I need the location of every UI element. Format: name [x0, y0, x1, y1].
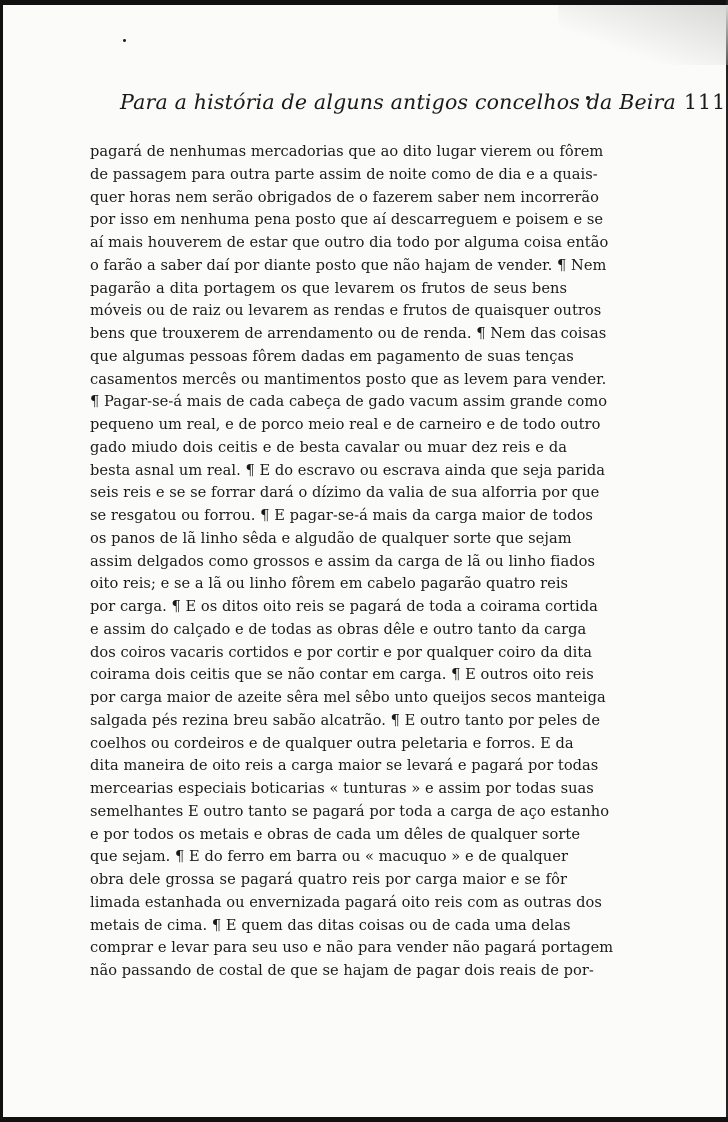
text-line: coirama dois ceitis que se não contar em carga. ¶ E outros oito reis: [90, 666, 594, 684]
text-line: pagará de nenhumas mercadorias que ao dito lugar vierem ou fôrem: [90, 143, 604, 160]
text-line: se resgatou ou forrou. ¶ E pagar-se-á mais da carga maior de todos: [90, 507, 593, 524]
ink-speck: [123, 39, 126, 42]
paper-smudge: [558, 5, 728, 65]
page-number: 111: [683, 90, 727, 114]
text-line: casamentos mercês ou mantimentos posto que as levem para vender.: [90, 370, 607, 388]
scan-border-bottom: [0, 1117, 728, 1122]
text-line: semelhantes E outro tanto se pagará por toda a carga de aço estanho: [90, 802, 610, 820]
body-text: [90, 141, 614, 983]
text-line: móveis ou de raiz ou levarem as rendas e frutos de quaisquer outros: [90, 302, 602, 320]
text-line: pagarão a dita portagem os que levarem os frutos de seus bens: [90, 279, 567, 297]
running-header: [120, 88, 727, 116]
text-line: bens que trouxerem de arrendamento ou de renda. ¶ Nem das coisas: [90, 325, 607, 342]
text-line: comprar e levar para seu uso e não para vender não pagará portagem: [90, 939, 614, 957]
text-line: metais de cima. ¶ E quem das ditas coisas ou de cada uma delas: [90, 916, 571, 934]
text-line: dos coiros vacaris cortidos e por cortir e por qualquer coiro da dita: [90, 643, 593, 661]
text-line: por carga maior de azeite sêra mel sêbo unto queijos secos manteiga: [90, 689, 606, 706]
text-line: seis reis e se se forrar dará o dízimo da valia de sua alforria por que: [90, 484, 600, 502]
text-line: mercearias especiais boticarias « tunturas » e assim por todas suas: [90, 780, 594, 797]
text-line: coelhos ou cordeiros e de qualquer outra peletaria e forros. E da: [90, 734, 574, 752]
text-line: besta asnal um real. ¶ E do escravo ou escrava ainda que seja parida: [90, 461, 605, 479]
text-line: por isso em nenhuma pena posto que aí descarreguem e poisem e se: [90, 211, 604, 229]
text-line: e por todos os metais e obras de cada um dêles de qualquer sorte: [90, 825, 581, 843]
text-line: não passando de costal de que se hajam de pagar dois reais de por-: [90, 962, 594, 979]
text-line: e assim do calçado e de todas as obras dêle e outro tanto da carga: [90, 620, 587, 638]
text-line: salgada pés rezina breu sabão alcatrão. ¶ E outro tanto por peles de: [90, 711, 601, 729]
text-line: que algumas pessoas fôrem dadas em pagamento de suas tenças: [90, 347, 574, 365]
scan-border-left: [0, 0, 3, 1122]
text-line: de passagem para outra parte assim de noite como de dia e a quais-: [90, 165, 598, 183]
text-line: por carga. ¶ E os ditos oito reis se pagará de toda a coirama cortida: [90, 598, 598, 615]
text-line: o farão a saber daí por diante posto que não hajam de vender. ¶ Nem: [90, 256, 607, 274]
text-line: pequeno um real, e de porco meio real e de carneiro e de todo outro: [90, 416, 601, 433]
text-line: que sejam. ¶ E do ferro em barra ou « macuquo » e de qualquer: [90, 848, 568, 866]
running-title: Para a história de alguns antigos concelhos da Beira: [120, 90, 676, 114]
text-line: gado miudo dois ceitis e de besta cavalar ou muar dez reis e da: [90, 438, 567, 456]
text-line: aí mais houverem de estar que outro dia todo por alguma coisa então: [90, 234, 609, 251]
text-line: assim delgados como grossos e assim da carga de lã ou linho fiados: [90, 552, 595, 570]
text-line: oito reis; e se a lã ou linho fôrem em cabelo pagarão quatro reis: [90, 575, 569, 593]
text-line: ¶ Pagar-se-á mais de cada cabeça de gado vacum assim grande como: [90, 393, 608, 411]
text-line: os panos de lã linho sêda e algudão de qualquer sorte que sejam: [90, 529, 572, 547]
text-line: dita maneira de oito reis a carga maior se levará e pagará por todas: [90, 757, 599, 775]
text-line: obra dele grossa se pagará quatro reis por carga maior e se fôr: [90, 871, 567, 888]
text-line: limada estanhada ou envernizada pagará oito reis com as outras dos: [90, 893, 602, 911]
text-line: quer horas nem serão obrigados de o fazerem saber nem incorrerão: [90, 188, 599, 206]
